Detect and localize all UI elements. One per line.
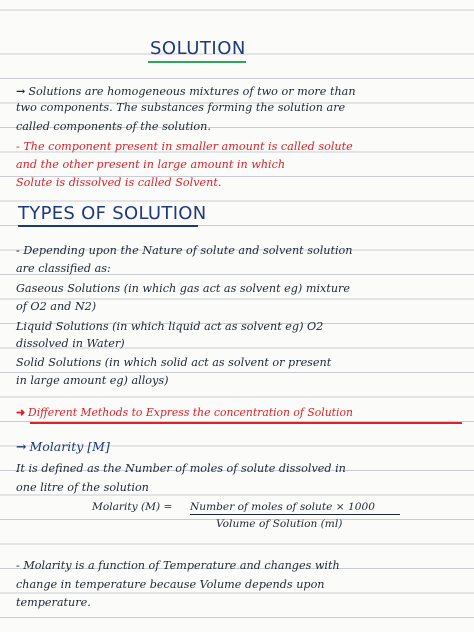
types-heading: TYPES OF SOLUTION: [18, 203, 207, 224]
solute-def-line-2: and the other present in large amount in which: [16, 158, 286, 171]
molarity-def-line-2: one litre of the solution: [16, 481, 149, 494]
types-line-8: in large amount eg) alloys): [16, 374, 169, 387]
molarity-def-line-1: It is defined as the Number of moles of solute dissolved in: [16, 462, 346, 475]
types-line-6: dissolved in Water): [16, 337, 125, 350]
types-line-7: Solid Solutions (in which solid act as solvent or present: [16, 356, 332, 369]
formula-lhs: Molarity (M) =: [92, 501, 173, 513]
arrow-right-icon: ➜: [16, 406, 26, 419]
solute-def-line-1: - The component present in smaller amount is called solute: [16, 140, 353, 153]
methods-heading: ➜ Different Methods to Express the concentration of Solution: [16, 406, 353, 419]
intro-line-3: called components of the solution.: [16, 120, 211, 133]
types-line-3: Gaseous Solutions (in which gas act as solvent eg) mixture: [16, 282, 350, 295]
formula-denominator: Volume of Solution (ml): [216, 518, 343, 530]
types-heading-underline: [18, 225, 198, 227]
page-title: SOLUTION: [150, 38, 246, 59]
fraction-bar: [190, 514, 400, 515]
types-line-4: of O2 and N2): [16, 300, 97, 313]
types-line-1: - Depending upon the Nature of solute and solvent solution: [16, 244, 353, 257]
arrow-right-icon: →: [16, 439, 27, 454]
molarity-note-line-3: temperature.: [16, 596, 91, 609]
intro-line-1: → Solutions are homogeneous mixtures of two or more than: [16, 84, 356, 98]
methods-underline: [30, 422, 462, 424]
types-line-5: Liquid Solutions (in which liquid act as solvent eg) O2: [16, 320, 324, 333]
molarity-note-line-2: change in temperature because Volume depends upon: [16, 578, 325, 591]
title-underline: [148, 61, 246, 63]
solute-def-line-3: Solute is dissolved is called Solvent.: [16, 176, 222, 189]
types-line-2: are classified as:: [16, 262, 111, 275]
molarity-note-line-1: - Molarity is a function of Temperature and changes with: [16, 559, 340, 572]
molarity-heading: → Molarity [M]: [16, 439, 110, 454]
formula-numerator: Number of moles of solute × 1000: [190, 501, 375, 513]
arrow-right-icon: →: [16, 84, 26, 98]
intro-line-2: two components. The substances forming the solution are: [16, 101, 346, 114]
